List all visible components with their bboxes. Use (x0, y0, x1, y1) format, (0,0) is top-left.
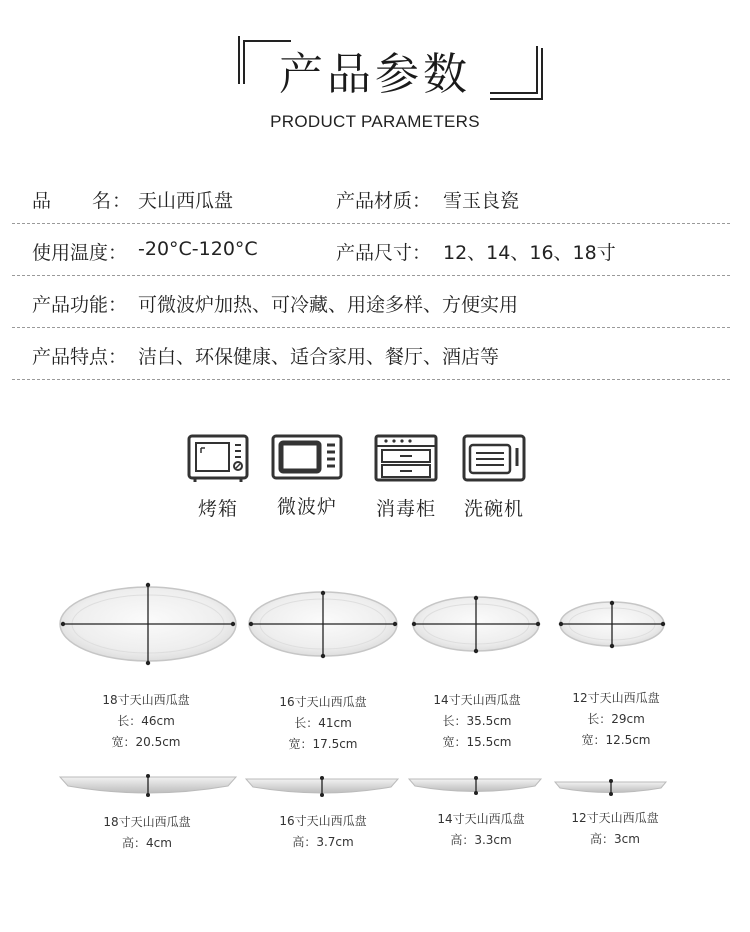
plate-side-12 (555, 779, 666, 796)
plate-name: 16寸天山西瓜盘 (279, 695, 367, 709)
plate-top-12 (559, 601, 665, 648)
plate-side-14 (409, 776, 541, 795)
page-title: 产品参数 (279, 49, 471, 100)
appliance-label: 洗碗机 (463, 498, 524, 520)
param-value: 天山西瓜盘 (138, 190, 234, 212)
param-value: 可微波炉加热、可冷藏、用途多样、方便实用 (138, 294, 519, 316)
param-label: 产品尺寸： (336, 242, 432, 264)
plate-length: 长：41cm (294, 716, 352, 730)
param-value: 12、14、16、18寸 (443, 242, 616, 264)
page-subtitle: PRODUCT PARAMETERS (270, 112, 480, 131)
sterilizer-cabinet-icon (374, 434, 438, 484)
param-label: 产品材质： (336, 190, 432, 212)
plate-width: 宽：17.5cm (288, 737, 358, 751)
plate-width: 宽：20.5cm (111, 735, 181, 749)
plate-top-16 (249, 591, 397, 658)
plate-length: 长：46cm (117, 714, 175, 728)
plate-caption (526, 688, 706, 751)
appliance-oven (178, 434, 258, 521)
plate-name: 18寸天山西瓜盘 (102, 693, 190, 707)
plate-width: 宽：15.5cm (442, 735, 512, 749)
plate-top-14 (412, 596, 540, 653)
param-label: 使用温度： (32, 242, 128, 264)
param-row (12, 328, 730, 380)
plate-height: 高：4cm (122, 836, 172, 850)
plate-length: 长：35.5cm (442, 714, 512, 728)
oven-icon (187, 434, 249, 484)
plate-name: 12寸天山西瓜盘 (571, 811, 659, 825)
plate-height: 高：3cm (590, 832, 640, 846)
plate-name: 16寸天山西瓜盘 (279, 814, 367, 828)
plate-name: 14寸天山西瓜盘 (437, 812, 525, 826)
plate-side-16 (246, 776, 398, 797)
plate-caption (57, 812, 237, 854)
plate-side-18 (60, 774, 236, 797)
param-value: 洁白、环保健康、适合家用、餐厅、酒店等 (138, 346, 500, 368)
param-row (12, 224, 730, 276)
param-row (12, 172, 730, 224)
appliance-dishwasher (454, 434, 534, 521)
plate-caption (525, 808, 705, 850)
param-label: 品 名： (32, 190, 133, 212)
plate-name: 12寸天山西瓜盘 (572, 691, 660, 705)
plate-top-18 (60, 583, 236, 665)
plate-caption (233, 811, 413, 853)
param-row (12, 276, 730, 328)
plate-caption (233, 692, 413, 755)
appliance-label: 烤箱 (197, 498, 238, 520)
plate-height: 高：3.3cm (450, 833, 512, 847)
plate-length: 长：29cm (587, 712, 645, 726)
param-value: -20°C-120°C (138, 238, 258, 260)
appliance-sterilizer (366, 434, 446, 521)
plate-name: 14寸天山西瓜盘 (433, 693, 521, 707)
appliance-label: 微波炉 (276, 496, 337, 518)
appliance-microwave (267, 434, 347, 519)
microwave-icon (271, 434, 343, 482)
param-label: 产品特点： (32, 346, 128, 368)
dishwasher-icon (462, 434, 526, 484)
plate-name: 18寸天山西瓜盘 (103, 815, 191, 829)
plate-width: 宽：12.5cm (581, 733, 651, 747)
param-label: 产品功能： (32, 294, 128, 316)
plate-height: 高：3.7cm (292, 835, 354, 849)
plate-caption (56, 690, 236, 753)
param-value: 雪玉良瓷 (443, 190, 520, 212)
appliance-label: 消毒柜 (375, 498, 436, 520)
